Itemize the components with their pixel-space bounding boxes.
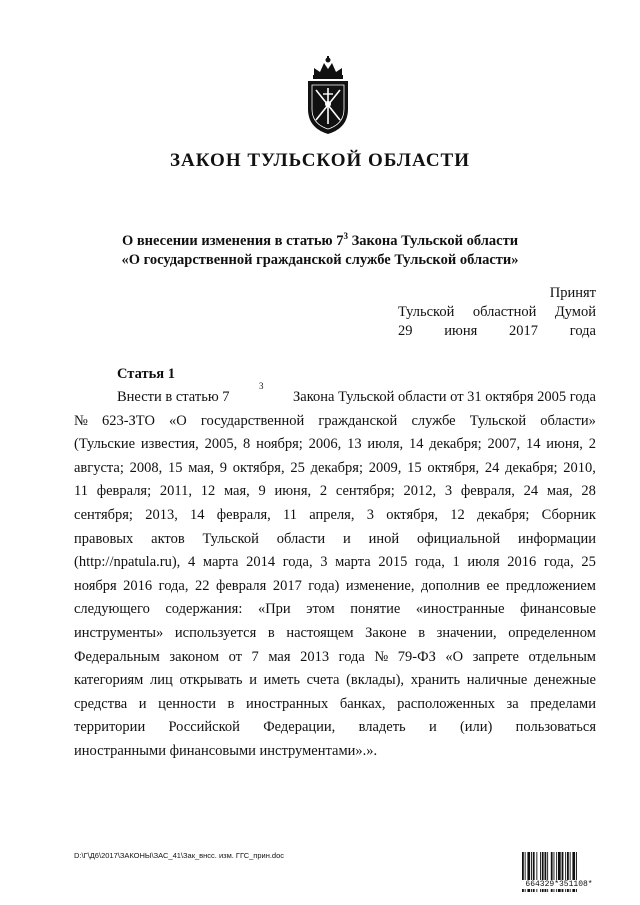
barcode-number: 664329*351108*: [522, 880, 596, 889]
coat-of-arms-icon: [300, 54, 356, 136]
document-title: ЗАКОН ТУЛЬСКОЙ ОБЛАСТИ: [169, 150, 471, 171]
article-line: средства и ценности в иностранных банках, расположенных за пределами: [74, 695, 596, 712]
adopted-date: 29 июня 2017 года: [398, 323, 596, 339]
article-line: № 623-ЗТО «О государственной гражданской службе Тульской области»: [74, 412, 596, 429]
document-subtitle: [0, 232, 640, 270]
article-line: (Тульские известия, 2005, 8 ноября; 2006, 13 июля, 14 декабря; 2007, 14 июня, 2: [74, 436, 596, 453]
article-line: Федеральным законом от 7 мая 2013 года № 79-ФЗ «О запрете отдельным: [74, 648, 596, 665]
adopted-by: Тульской областной Думой: [398, 304, 596, 320]
article-line: правовых актов Тульской области и иной официальной информации: [74, 530, 596, 547]
article-line: категориям лиц открывать и иметь счета (вклады), хранить наличные денежные: [74, 672, 596, 689]
adopted-label: Принят: [549, 285, 596, 301]
subtitle-line-1: О внесении изменения в статью $7^3$ Закона Тульской области: [121, 231, 519, 249]
article-line: (http://npatula.ru), 4 марта 2014 года, 3 марта 2015 года, 1 июля 2016 года, 25: [74, 554, 596, 571]
article-line: территории Российской Федерации, владеть и (или) пользоваться: [74, 719, 596, 736]
article-line: сентября; 2013, 14 февраля, 11 апреля, 3 октября, 12 декабря; Сборник: [74, 506, 596, 523]
article-heading: Статья 1: [117, 366, 175, 382]
adoption-block: [398, 284, 596, 341]
article-line: ноября 2016 года, 22 февраля 2017 года) изменение, дополнив ее предложением: [74, 577, 596, 594]
article-body: [74, 381, 596, 764]
file-path: D:\Г\Д6\2017\ЗАКОНЫ\ЗАС_41\Зак_внсс. изм. ГГС_прин.doc: [74, 851, 285, 860]
article-line: Внести в статью 7 3 Закона Тульской области от 31 октября 2005 года: [117, 381, 596, 405]
article-line: августа; 2008, 15 мая, 9 октября, 25 декабря; 2009, 15 октября, 24 декабря; 2010,: [74, 459, 596, 476]
article-line: следующего содержания: «При этом понятие «иностранные финансовые: [74, 601, 596, 618]
article-line-last: иностранными финансовыми инструментами».».: [74, 742, 378, 759]
article-line: инструменты» используется в настоящем Законе в значении, определенном: [74, 624, 596, 641]
article-line: 11 февраля; 2011, 12 мая, 9 июня, 2 сентября; 2012, 3 февраля, 24 мая, 28: [74, 483, 596, 500]
subtitle-line-2: «О государственной гражданской службе Тульской области»: [121, 252, 519, 268]
